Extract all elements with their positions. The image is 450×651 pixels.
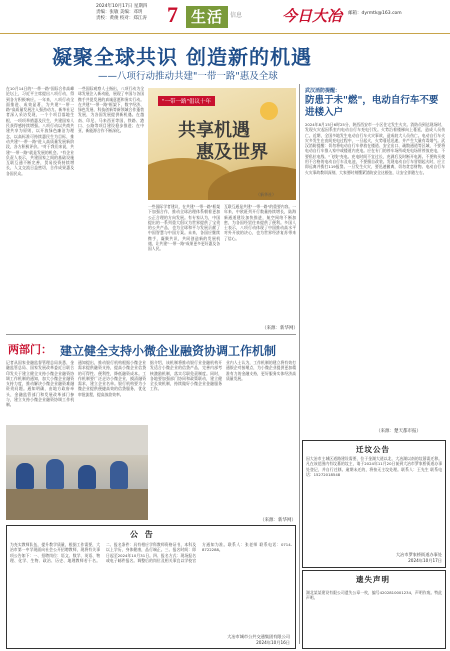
article1-column-3: 一些国际学者建议，在共建"一带一路"框架下加强合作，推动全球治理体系朝着更加公正合理的方向发展。有专家认为，中国提出的一系列重大倡议为世界提供了宝贵的公共产品，也为全球和平与发展贡献了中国智慧与中国方案。未来，各国应继续携手，凝聚共识，共同创造新的发展机遇，让共建"一带一路"成果更多更好惠及各国人民。 (148, 204, 220, 252)
poster-title-line: 共享机遇 (178, 120, 250, 141)
article2-column-3: 据介绍，该机制将推动银行业金融机构开发适合小微企业的信贷产品，完善内部考核激励机制，落实尽职免责制度。同时，各地要加强部门协同和政策联动，建立健全长效机制，持续做好小微企业金融服务工作。 (150, 360, 222, 392)
section-title: 生活 (186, 6, 228, 28)
relocation-notice-signer: 大冶市罗家桥街道办事处 (395, 552, 442, 557)
article1-column-1: 在10月14日的"一带一路"国际合作高峰论坛上，习近平主席提出八项行动，得到各方积极响应。一年来，八项行动全面推进、成效显著，为共建"一带一路"高质量发展注入强劲动力。新华社记者深入采访发现，一个个项目落地生根，一项项举措惠及民生，共建国家人民获得感持续增强。八项行动以共商共建共享为原则，以开放绿色廉洁为理念，以高标准可持续惠民生为目标，推动共建"一带一路"进入高质量发展新阶段，各方积极评价。"对于我们来说，共建"一带一路"就是发展的机会。"有企业负责人表示，共建国家之间的基础设施互联互通不断完善，贸易投资持续增长，人文交流日益密切，合作成果惠及各国民众。 (6, 86, 74, 176)
proof-line: 责校：黄俊 校对：郑江涛 (96, 16, 147, 21)
right-article-kicker: 武汉消防提醒： (305, 88, 341, 94)
article2-column-4: 业内人士认为，工作机制的建立将有效打通银企对接堵点，为小微企业提供更加精准有力的金融支持，更好服务实体经济高质量发展。 (226, 360, 296, 381)
poster-badge: "一带一路"倡议十年 (158, 96, 215, 106)
relocation-notice-title: 迁坟公告 (356, 445, 390, 454)
notice-signer: 大冶市城市公共交通集团有限公司 (227, 634, 290, 639)
student-figure (16, 463, 34, 489)
student-figure (78, 465, 96, 489)
article2-label: 两部门： (8, 343, 52, 356)
date-line: 2024年10月17日 星期四 (96, 4, 148, 9)
article1-source: （来源：新华网） (262, 326, 298, 331)
belt-road-poster (148, 88, 296, 200)
subheadline: ——八项行动推动共建"一带一路"惠及全球 (98, 71, 278, 82)
page-number: 7 (167, 2, 178, 27)
lost-notice-title: 遗失声明 (356, 575, 390, 584)
student-figure (46, 459, 64, 489)
poster-title-line: 惠及世界 (196, 142, 268, 163)
article2-title: 建立健全支持小微企业融资协调工作机制 (60, 344, 277, 358)
date-info (96, 4, 147, 22)
section-subtitle: 信息 (230, 12, 243, 19)
desk-row (6, 489, 148, 520)
lost-notice-body: 湖北某某建设有限公司遗失公章一枚，编号4202810001234，声明作废。特此声明。 (306, 590, 442, 601)
relocation-notice-date: 2024年10月17日 (408, 558, 442, 563)
editor-line: 责编：张敏 美编：邓玥 (96, 10, 143, 15)
notice-title: 公 告 (130, 530, 155, 539)
right-article-title: 防患于未"燃"，电动自行车不要进楼入户 (305, 95, 439, 118)
notice-body: 为充实教师队伍，提升教学质量，根据工作需要，大冶市第一中学现面向社会公开招聘教师，现将有关事项公告如下：一、招聘岗位：语文、数学、英语、物理、化学、生物、政治、历史、地理教师若干名。二、报名条件：具有相应学科教师资格证书，本科及以上学历，身体健康，品行端正。三、报名时间：即日起至2024年10月31日。四、报名方式：现场报名或电子邮件报名。调整后的岗位及相关事宜以学校官方通知为准。联系人：张老师 联系电话：0714-8722288。 (10, 542, 292, 563)
article2-column-2: 通知提出，推动银行机构根据小微企业需求提供融资支持，提高小微企业信贷的可得性、便利性，降低融资成本。工作机制要广泛走访小微企业，摸清融资需求，建立企业名单。银行机构要为小微企业提供便捷高效的信贷服务，优化审批流程，提高放款效率。 (78, 360, 146, 397)
article1-column-4: 互联互通是共建"一带一路"的重要内容。一年来，中欧班列开行数量持续增长，陆海新通道建设加快推进，航空网络不断加密，为各国经贸往来提供了便利。多国人士表示，八项行动体现了中国推动高水平对外开放的决心，也为世界经济复苏带来了信心。 (224, 204, 296, 241)
article1-column-2: 一些国际观察人士指出，八项行动为全球发展注入新动能，展现了中国与各国携手共促发展的真诚意愿和务实行动。在共建"一带一路"框架下，数字经济、绿色发展、科技创新等新领域合作蓬勃发展，为各国发展提供新机遇。在越南、印尼、马来西亚等国，铁路、港口、公路等项目建设稳步推进；在中亚，新能源合作不断深化。 (78, 86, 144, 134)
newspaper-logo: 今日大冶 (282, 7, 343, 25)
right-article-source: （来源：楚天都市报） (376, 429, 421, 434)
notice-date: 2024年10月16日 (256, 640, 290, 645)
headline: 凝聚全球共识 创造新的机遇 (52, 45, 312, 69)
poster-credit: （新华社） (256, 192, 276, 197)
article2-source: （来源：新华网） (260, 518, 296, 523)
right-article-body: 2024年8月15日6时25分，陕西西安市一小区住宅发生火灾。消防员到达现场时，发现火灾起因系室内电动自行车充电引发。火势沿着楼梯向上蔓延，造成人员伤亡。近期，全国多地发生电动自行车火灾事故，造成较大人员伤亡。电动自行车火灾多发生在夜间充电过程中，一旦起火，火势蔓延迅速，并产生大量有毒烟气。武汉消防提醒：切勿将电动自行车停放在楼道、安全出口、疏散通道等区域，不要将电动自行车推入家中或楼道内充电。应在专门的停车场所或充电场所停放充电，不要私拉电线、"飞线"充电。充电时间不宜过长，充满后及时断开电源。不要购买使用不合格的电动自行车及电池，不要擅自改装。发现电动自行车冒烟起火时，应立即远离并拨打119报警。一旦发生火灾，要迅速撤离，切勿贪恋财物。电动自行车火灾事故教训深刻，大家要时刻绷紧消防安全这根弦，让安全伴随左右。 (305, 122, 445, 175)
classroom-wall (6, 425, 148, 455)
article2-column-1: 记者从国家金融监督管理总局获悉，金融监管总局、国家发展改革委近日联合印发关于建立健全支持小微企业融资协调工作机制的通知，加大小微企业融资支持力度，推动解决小微企业融资难融资贵问题。通知明确，由地方政府牵头，金融监管部门和发展改革部门参与，建立支持小微企业融资协调工作机制。 (6, 360, 74, 408)
relocation-notice-body: 因大冶市主城区道路建设需要，位于金湖大道以北、大冶湖以南的坟墓需迁移。凡在该范围内有坟墓的坟主，请于2024年11月20日前到大冶市罗家桥街道办事处登记，并自行迁移。逾期未迁的，将按无主坟处理。联系人：王先生 联系电话：15272018548 (306, 456, 442, 477)
editor-email: 邮箱：dyrmtk@163.com (348, 11, 402, 16)
student-figure (110, 461, 128, 489)
poster-title (178, 120, 268, 164)
classroom-photo (6, 425, 148, 520)
sun-icon (260, 102, 278, 120)
